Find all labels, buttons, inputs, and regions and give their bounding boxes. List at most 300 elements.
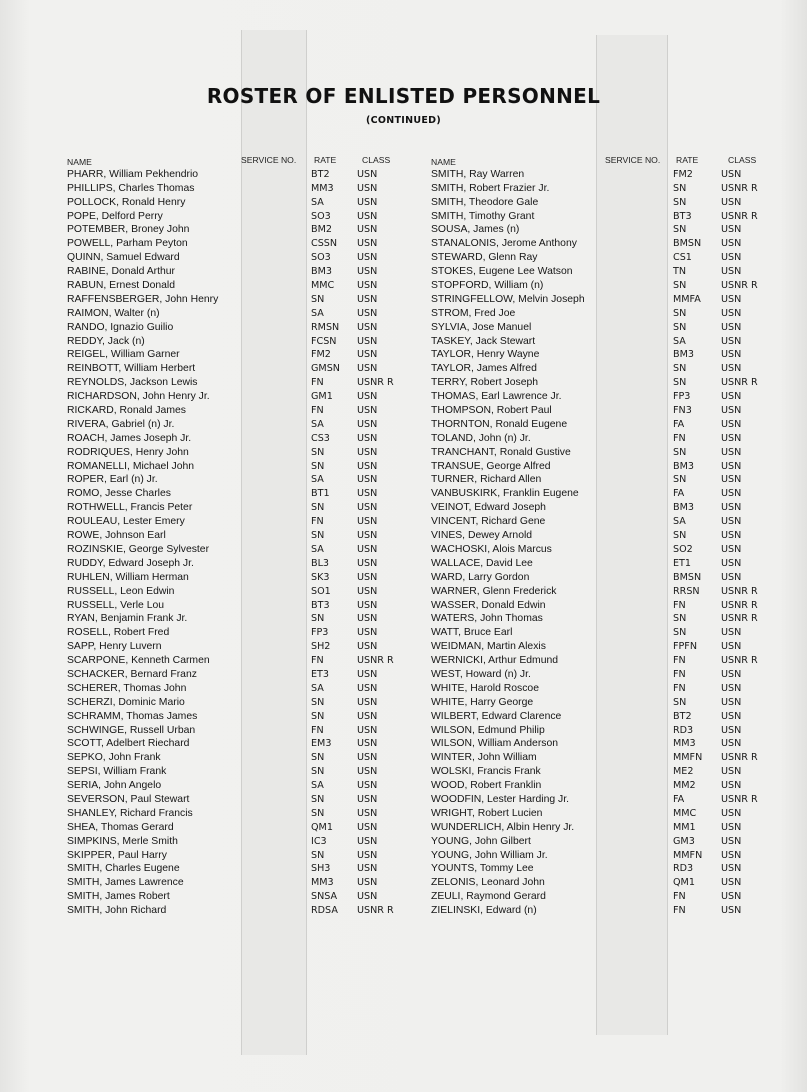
person-name: RICKARD, Ronald James xyxy=(67,405,186,417)
rate-value: BT1 xyxy=(311,488,330,500)
person-name: SCHERZI, Dominic Mario xyxy=(67,696,185,708)
class-value: USN xyxy=(721,571,742,583)
person-name: REYNOLDS, Jackson Lewis xyxy=(67,377,198,389)
rate-value: SN xyxy=(673,613,687,625)
class-value: USN xyxy=(721,641,742,653)
rate-value: FM2 xyxy=(673,168,693,180)
class-value: USNR R xyxy=(721,599,758,611)
rate-value: SA xyxy=(673,335,686,347)
class-value: USN xyxy=(357,405,378,417)
person-name: TOLAND, John (n) Jr. xyxy=(431,432,531,444)
class-value: USN xyxy=(357,863,378,875)
person-name: WALLACE, David Lee xyxy=(431,557,533,569)
rate-value: CS1 xyxy=(673,252,692,264)
class-value: USN xyxy=(721,696,742,708)
person-name: SMITH, John Richard xyxy=(67,905,167,917)
rate-value: BM3 xyxy=(673,349,694,361)
class-value: USN xyxy=(357,252,378,264)
rate-value: MM3 xyxy=(311,182,334,194)
person-name: STEWARD, Glenn Ray xyxy=(431,252,538,264)
person-name: WATERS, John Thomas xyxy=(431,613,543,625)
class-value: USN xyxy=(721,391,742,403)
person-name: ROULEAU, Lester Emery xyxy=(67,516,185,528)
person-name: SMITH, Theodore Gale xyxy=(431,196,539,208)
person-name: POLLOCK, Ronald Henry xyxy=(67,196,186,208)
header-class: CLASS xyxy=(728,155,757,165)
person-name: SEVERSON, Paul Stewart xyxy=(67,793,190,805)
rate-value: FN xyxy=(311,655,324,667)
header-name: NAME xyxy=(67,157,92,167)
rate-value: SN xyxy=(311,293,325,305)
person-name: TAYLOR, James Alfred xyxy=(431,363,537,375)
rate-value: SN xyxy=(311,460,325,472)
rate-value: FA xyxy=(673,418,685,430)
class-value: USNR R xyxy=(357,377,394,389)
class-value: USN xyxy=(721,877,742,889)
rate-value: MMFA xyxy=(673,293,701,305)
person-name: WHITE, Harold Roscoe xyxy=(431,682,539,694)
class-value: USN xyxy=(357,835,378,847)
person-name: ZEULI, Raymond Gerard xyxy=(431,891,546,903)
rate-value: ME2 xyxy=(673,766,694,778)
rate-value: FN xyxy=(311,405,324,417)
class-value: USNR R xyxy=(357,655,394,667)
rate-value: GM1 xyxy=(311,391,333,403)
rate-value: BM2 xyxy=(311,224,332,236)
class-value: USN xyxy=(357,585,378,597)
rate-value: CSSN xyxy=(311,238,338,250)
class-value: USN xyxy=(357,391,378,403)
class-value: USN xyxy=(721,766,742,778)
person-name: THORNTON, Ronald Eugene xyxy=(431,418,568,430)
rate-value: SA xyxy=(311,780,324,792)
class-value: USN xyxy=(721,293,742,305)
person-name: SCARPONE, Kenneth Carmen xyxy=(67,655,210,667)
person-name: SCOTT, Adelbert Riechard xyxy=(67,738,190,750)
rate-value: SN xyxy=(673,530,687,542)
class-value: USN xyxy=(357,738,378,750)
class-value: USNR R xyxy=(357,905,394,917)
class-value: USN xyxy=(721,780,742,792)
person-name: POWELL, Parham Peyton xyxy=(67,238,188,250)
person-name: WARNER, Glenn Frederick xyxy=(431,585,557,597)
person-name: PHARR, William Pekhendrio xyxy=(67,168,199,180)
rate-value: SN xyxy=(311,696,325,708)
rate-value: MM2 xyxy=(673,780,696,792)
person-name: THOMAS, Earl Lawrence Jr. xyxy=(431,391,562,403)
rate-value: FPFN xyxy=(673,641,697,653)
rate-value: SN xyxy=(311,502,325,514)
person-name: RUSSELL, Verle Lou xyxy=(67,599,165,611)
class-value: USN xyxy=(721,363,742,375)
class-value: USN xyxy=(721,668,742,680)
person-name: SERIA, John Angelo xyxy=(67,780,162,792)
person-name: RABINE, Donald Arthur xyxy=(67,266,175,278)
header-service-no: SERVICE NO. xyxy=(605,155,661,165)
person-name: WILSON, Edmund Philip xyxy=(431,724,545,736)
class-value: USN xyxy=(357,766,378,778)
class-value: USN xyxy=(357,752,378,764)
rate-value: SN xyxy=(673,224,687,236)
person-name: RABUN, Ernest Donald xyxy=(67,280,175,292)
rate-value: FP3 xyxy=(673,391,691,403)
rate-value: BT2 xyxy=(311,168,330,180)
rate-value: BM3 xyxy=(673,502,694,514)
header-service-no: SERVICE NO. xyxy=(241,155,297,165)
person-name: POPE, Delford Perry xyxy=(67,210,163,222)
rate-value: SN xyxy=(311,710,325,722)
rate-value: SN xyxy=(673,377,687,389)
class-value: USNR R xyxy=(721,585,758,597)
rate-value: SA xyxy=(311,196,324,208)
class-value: USN xyxy=(721,502,742,514)
class-value: USN xyxy=(357,196,378,208)
rate-value: FN xyxy=(673,655,686,667)
class-value: USN xyxy=(357,696,378,708)
rate-value: SN xyxy=(673,307,687,319)
class-value: USN xyxy=(721,821,742,833)
person-name: WUNDERLICH, Albin Henry Jr. xyxy=(431,821,575,833)
class-value: USN xyxy=(721,196,742,208)
rate-value: QM1 xyxy=(673,877,695,889)
class-value: USN xyxy=(721,405,742,417)
page-title: ROSTER OF ENLISTED PERSONNEL xyxy=(206,84,601,108)
class-value: USN xyxy=(357,321,378,333)
rate-value: SN xyxy=(311,766,325,778)
rate-value: SA xyxy=(311,682,324,694)
person-name: SMITH, Charles Eugene xyxy=(67,863,180,875)
class-value: USN xyxy=(357,293,378,305)
class-value: USN xyxy=(721,307,742,319)
class-value: USN xyxy=(357,432,378,444)
person-name: TURNER, Richard Allen xyxy=(431,474,542,486)
rate-value: SO1 xyxy=(311,585,331,597)
rate-value: MMFN xyxy=(673,752,703,764)
person-name: ZELONIS, Leonard John xyxy=(431,877,545,889)
person-name: REIGEL, William Garner xyxy=(67,349,180,361)
class-value: USN xyxy=(357,266,378,278)
class-value: USN xyxy=(721,891,742,903)
person-name: WRIGHT, Robert Lucien xyxy=(431,807,543,819)
person-name: SYLVIA, Jose Manuel xyxy=(431,321,532,333)
person-name: RODRIQUES, Henry John xyxy=(67,446,189,458)
person-name: SHANLEY, Richard Francis xyxy=(67,807,193,819)
class-value: USN xyxy=(357,780,378,792)
rate-value: FN xyxy=(673,432,686,444)
rate-value: RRSN xyxy=(673,585,700,597)
class-value: USN xyxy=(721,724,742,736)
class-value: USN xyxy=(721,238,742,250)
rate-value: SNSA xyxy=(311,891,338,903)
rate-value: FN xyxy=(311,516,324,528)
person-name: POTEMBER, Broney John xyxy=(67,224,190,236)
person-name: ROMO, Jesse Charles xyxy=(67,488,171,500)
page-subtitle: (CONTINUED) xyxy=(365,115,442,126)
class-value: USN xyxy=(357,182,378,194)
person-name: THOMPSON, Robert Paul xyxy=(431,405,552,417)
rate-value: GMSN xyxy=(311,363,340,375)
class-value: USN xyxy=(721,335,742,347)
person-name: STROM, Fred Joe xyxy=(431,307,516,319)
person-name: REINBOTT, William Herbert xyxy=(67,363,196,375)
rate-value: BM3 xyxy=(673,460,694,472)
person-name: SCHACKER, Bernard Franz xyxy=(67,668,197,680)
person-name: ROSELL, Robert Fred xyxy=(67,627,170,639)
rate-value: EM3 xyxy=(311,738,332,750)
rate-value: SA xyxy=(311,307,324,319)
person-name: SMITH, Ray Warren xyxy=(431,168,525,180)
person-name: WASSER, Donald Edwin xyxy=(431,599,546,611)
person-name: WARD, Larry Gordon xyxy=(431,571,530,583)
rate-value: FN xyxy=(673,905,686,917)
rate-value: MM1 xyxy=(673,821,696,833)
class-value: USNR R xyxy=(721,613,758,625)
rate-value: FCSN xyxy=(311,335,337,347)
class-value: USN xyxy=(357,543,378,555)
person-name: TASKEY, Jack Stewart xyxy=(431,335,536,347)
rate-value: SN xyxy=(673,182,687,194)
class-value: USN xyxy=(721,446,742,458)
person-name: RUHLEN, William Herman xyxy=(67,571,189,583)
rate-value: MMFN xyxy=(673,849,703,861)
rate-value: SN xyxy=(311,446,325,458)
person-name: TERRY, Robert Joseph xyxy=(431,377,539,389)
rate-value: SN xyxy=(311,849,325,861)
header-rate: RATE xyxy=(314,155,337,165)
person-name: VINCENT, Richard Gene xyxy=(431,516,546,528)
class-value: USN xyxy=(357,238,378,250)
rate-value: SN xyxy=(673,363,687,375)
rate-value: IC3 xyxy=(311,835,327,847)
rate-value: SA xyxy=(311,474,324,486)
class-value: USN xyxy=(357,682,378,694)
rate-value: SN xyxy=(311,793,325,805)
person-name: WEIDMAN, Martin Alexis xyxy=(431,641,546,653)
class-value: USN xyxy=(721,835,742,847)
header-class: CLASS xyxy=(362,155,391,165)
class-value: USN xyxy=(721,349,742,361)
class-value: USN xyxy=(357,474,378,486)
rate-value: BT3 xyxy=(311,599,330,611)
rate-value: SO2 xyxy=(673,543,693,555)
rate-value: ET3 xyxy=(311,668,330,680)
class-value: USN xyxy=(357,849,378,861)
class-value: USN xyxy=(721,738,742,750)
class-value: USN xyxy=(357,168,378,180)
rate-value: BM3 xyxy=(311,266,332,278)
class-value: USN xyxy=(721,627,742,639)
person-name: SCHRAMM, Thomas James xyxy=(67,710,198,722)
rate-value: SA xyxy=(311,543,324,555)
person-name: STANALONIS, Jerome Anthony xyxy=(431,238,577,250)
person-name: WILSON, William Anderson xyxy=(431,738,559,750)
rate-value: CS3 xyxy=(311,432,330,444)
person-name: PHILLIPS, Charles Thomas xyxy=(67,182,195,194)
rate-value: BT2 xyxy=(673,710,692,722)
rate-value: FA xyxy=(673,793,685,805)
person-name: ROMANELLI, Michael John xyxy=(67,460,195,472)
person-name: RUSSELL, Leon Edwin xyxy=(67,585,175,597)
person-name: RUDDY, Edward Joseph Jr. xyxy=(67,557,194,569)
person-name: WACHOSKI, Alois Marcus xyxy=(431,543,552,555)
rate-value: FN xyxy=(673,668,686,680)
person-name: WERNICKI, Arthur Edmund xyxy=(431,655,559,667)
person-name: WATT, Bruce Earl xyxy=(431,627,513,639)
rate-value: SN xyxy=(311,613,325,625)
class-value: USNR R xyxy=(721,210,758,222)
rate-value: FM2 xyxy=(311,349,331,361)
class-value: USN xyxy=(357,530,378,542)
class-value: USN xyxy=(721,849,742,861)
person-name: SCHERER, Thomas John xyxy=(67,682,187,694)
class-value: USN xyxy=(357,710,378,722)
rate-value: SN xyxy=(673,696,687,708)
person-name: RAFFENSBERGER, John Henry xyxy=(67,293,219,305)
person-name: SEPSI, William Frank xyxy=(67,766,167,778)
person-name: REDDY, Jack (n) xyxy=(67,335,145,347)
class-value: USNR R xyxy=(721,182,758,194)
class-value: USN xyxy=(357,557,378,569)
class-value: USNR R xyxy=(721,280,758,292)
class-value: USN xyxy=(721,516,742,528)
person-name: SMITH, Timothy Grant xyxy=(431,210,535,222)
class-value: USN xyxy=(721,474,742,486)
rate-value: SA xyxy=(673,516,686,528)
class-value: USN xyxy=(357,668,378,680)
person-name: YOUNG, John Gilbert xyxy=(431,835,531,847)
person-name: VINES, Dewey Arnold xyxy=(431,530,533,542)
class-value: USN xyxy=(357,280,378,292)
tape-strip-left xyxy=(241,30,307,1055)
person-name: SMITH, James Lawrence xyxy=(67,877,184,889)
class-value: USN xyxy=(357,349,378,361)
class-value: USN xyxy=(357,807,378,819)
person-name: STOKES, Eugene Lee Watson xyxy=(431,266,573,278)
rate-value: BT3 xyxy=(673,210,692,222)
rate-value: SN xyxy=(311,807,325,819)
person-name: TAYLOR, Henry Wayne xyxy=(431,349,540,361)
rate-value: BL3 xyxy=(311,557,330,569)
class-value: USN xyxy=(721,266,742,278)
rate-value: FA xyxy=(673,488,685,500)
rate-value: QM1 xyxy=(311,821,333,833)
rate-value: RMSN xyxy=(311,321,340,333)
rate-value: SK3 xyxy=(311,571,330,583)
rate-value: GM3 xyxy=(673,835,695,847)
rate-value: FN xyxy=(311,377,324,389)
class-value: USN xyxy=(357,516,378,528)
class-value: USN xyxy=(357,793,378,805)
person-name: WOOD, Robert Franklin xyxy=(431,780,542,792)
class-value: USN xyxy=(357,613,378,625)
rate-value: MM3 xyxy=(311,877,334,889)
class-value: USN xyxy=(721,682,742,694)
class-value: USN xyxy=(721,488,742,500)
class-value: USNR R xyxy=(721,793,758,805)
rate-value: MMC xyxy=(311,280,335,292)
class-value: USN xyxy=(721,905,742,917)
person-name: ROACH, James Joseph Jr. xyxy=(67,432,192,444)
class-value: USN xyxy=(721,252,742,264)
rate-value: SN xyxy=(673,196,687,208)
person-name: WEST, Howard (n) Jr. xyxy=(431,668,531,680)
person-name: SMITH, James Robert xyxy=(67,891,170,903)
rate-value: SN xyxy=(673,280,687,292)
class-value: USN xyxy=(357,460,378,472)
rate-value: MMC xyxy=(673,807,697,819)
class-value: USNR R xyxy=(721,655,758,667)
class-value: USN xyxy=(357,488,378,500)
class-value: USN xyxy=(721,168,742,180)
class-value: USN xyxy=(357,446,378,458)
class-value: USN xyxy=(721,321,742,333)
person-name: WOODFIN, Lester Harding Jr. xyxy=(431,793,569,805)
rate-value: SN xyxy=(311,530,325,542)
class-value: USN xyxy=(357,641,378,653)
person-name: QUINN, Samuel Edward xyxy=(67,252,180,264)
class-value: USN xyxy=(721,432,742,444)
person-name: WILBERT, Edward Clarence xyxy=(431,710,562,722)
person-name: YOUNG, John William Jr. xyxy=(431,849,548,861)
rate-value: MM3 xyxy=(673,738,696,750)
person-name: ROWE, Johnson Earl xyxy=(67,530,166,542)
person-name: STOPFORD, William (n) xyxy=(431,280,544,292)
rate-value: BMSN xyxy=(673,238,702,250)
class-value: USN xyxy=(721,418,742,430)
rate-value: TN xyxy=(673,266,687,278)
person-name: RICHARDSON, John Henry Jr. xyxy=(67,391,210,403)
class-value: USN xyxy=(721,710,742,722)
person-name: ROPER, Earl (n) Jr. xyxy=(67,474,158,486)
rate-value: SO3 xyxy=(311,210,331,222)
tape-strip-right xyxy=(596,35,668,1035)
person-name: RANDO, Ignazio Guilio xyxy=(67,321,174,333)
rate-value: BMSN xyxy=(673,571,702,583)
rate-value: SN xyxy=(673,474,687,486)
class-value: USN xyxy=(357,571,378,583)
class-value: USN xyxy=(357,599,378,611)
class-value: USN xyxy=(357,891,378,903)
rate-value: SN xyxy=(311,752,325,764)
rate-value: SN xyxy=(673,627,687,639)
class-value: USN xyxy=(357,307,378,319)
class-value: USN xyxy=(721,460,742,472)
person-name: VEINOT, Edward Joseph xyxy=(431,502,546,514)
rate-value: SA xyxy=(311,418,324,430)
person-name: SIMPKINS, Merle Smith xyxy=(67,835,178,847)
header-rate: RATE xyxy=(676,155,699,165)
person-name: SOUSA, James (n) xyxy=(431,224,520,236)
class-value: USN xyxy=(721,557,742,569)
person-name: YOUNTS, Tommy Lee xyxy=(431,863,534,875)
person-name: SEPKO, John Frank xyxy=(67,752,161,764)
person-name: RIVERA, Gabriel (n) Jr. xyxy=(67,418,175,430)
class-value: USN xyxy=(721,863,742,875)
class-value: USN xyxy=(721,543,742,555)
class-value: USN xyxy=(357,724,378,736)
person-name: SKIPPER, Paul Harry xyxy=(67,849,167,861)
person-name: ROZINSKIE, George Sylvester xyxy=(67,543,210,555)
person-name: WOLSKI, Francis Frank xyxy=(431,766,541,778)
person-name: TRANSUE, George Alfred xyxy=(431,460,551,472)
class-value: USN xyxy=(357,335,378,347)
class-value: USN xyxy=(721,807,742,819)
rate-value: RDSA xyxy=(311,905,338,917)
rate-value: ET1 xyxy=(673,557,692,569)
rate-value: RD3 xyxy=(673,863,694,875)
header-name: NAME xyxy=(431,157,456,167)
person-name: VANBUSKIRK, Franklin Eugene xyxy=(431,488,579,500)
